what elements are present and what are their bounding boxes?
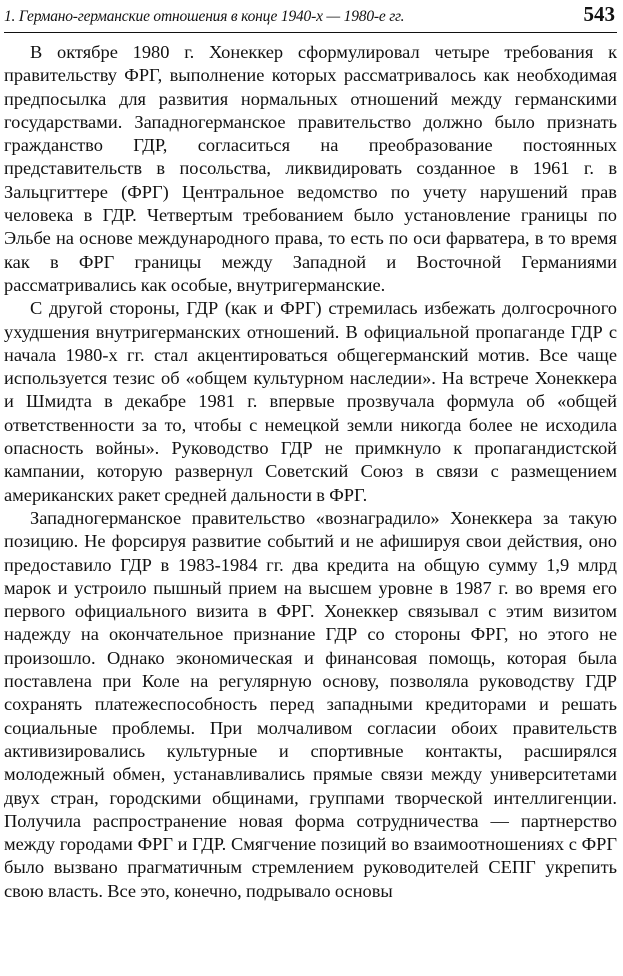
page-number: 543 [583, 2, 615, 26]
paragraph: С другой стороны, ГДР (как и ФРГ) стремилась избежать долгосрочного ухудшения внутригерманских отношений. В официальной пропаганде ГДР с начала 1980-х гг. стал акцентироваться общегерманский мотив. Все чаще используется тезис об «общем культурном наследии». На встрече Хонеккера и Шмидта в декабре 1981 г. впервые прозвучала формула об «общей ответственности за то, чтобы с немецкой земли никогда более не исходила опасность войны». Руководство ГДР не примкнуло к пропагандистской кампании, которую развернул Советский Союз в связи с размещением американских ракет средней дальности в ФРГ. [4, 298, 617, 505]
running-header [4, 0, 617, 33]
paragraph: В октябре 1980 г. Хонеккер сформулировал четыре требования к правительству ФРГ, выполнение которых рассматривалось как необходимая предпосылка для развития нормальных отношений между германскими государствами. Западногерманское правительство должно было признать гражданство ГДР, согласиться на преобразование постоянных представительств в посольства, ликвидировать созданное в 1961 г. в Зальцгиттере (ФРГ) Центральное ведомство по учету нарушений прав человека в ГДР. Четвертым требованием было установление границы по Эльбе на основе международного права, то есть по оси фарватера, в то время как в ФРГ границы между Западной и Восточной Германиями рассматривались как особые, внутригерманские. [4, 42, 617, 295]
paragraph: Западногерманское правительство «вознаградило» Хонеккера за такую позицию. Не форсируя развитие событий и не афишируя свои действия, оно предоставило ГДР в 1983-1984 гг. два кредита на общую сумму 1,9 млрд марок и устроило пышный прием на высшем уровне в 1987 г. во время его первого официального визита в ФРГ. Хонеккер связывал с этим визитом надежду на окончательное признание ГДР со стороны ФРГ, но этого не произошло. Однако экономическая и финансовая помощь, которая была поставлена при Коле на регулярную основу, позволяла руководству ГДР сохранять платежеспособность перед западными кредиторами и решать социальные проблемы. При молчаливом согласии обоих правительств активизировались культурные и спортивные контакты, расширялся молодежный обмен, устанавливались прямые связи между университетами двух стран, городскими общинами, группами творческой интеллигенции. Получила распространение новая форма сотрудничества — партнерство между городами ФРГ и ГДР. Смягчение позиций во взаимоотношениях с ФРГ было вызвано прагматичным стремлением руководителей СЕПГ укрепить свою власть. Все это, конечно, подрывало основы [4, 507, 617, 901]
chapter-title: 1. Германо-германские отношения в конце 1940-х — 1980-е гг. [4, 8, 405, 25]
body-text [4, 41, 617, 903]
